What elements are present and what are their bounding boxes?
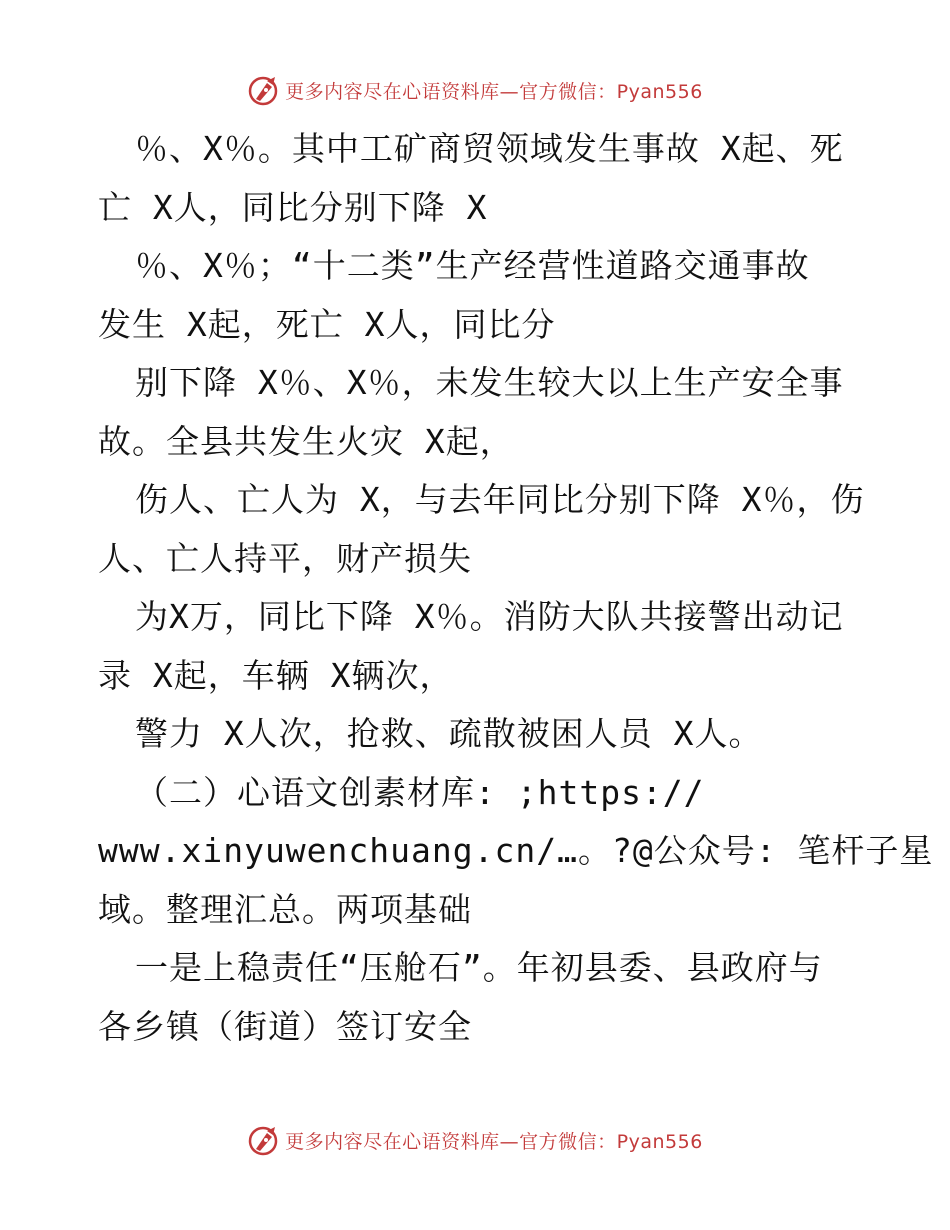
text-line: （二）心语文创素材库: ;https:// xyxy=(135,772,705,812)
watermark-text: 更多内容尽在心语资料库—官方微信：Pyan556 xyxy=(285,1130,703,1153)
text-line: 故。全县共发生火灾 X起， xyxy=(98,421,514,461)
text-line: 各乡镇（街道）签订安全 xyxy=(98,1006,472,1046)
text-line: 人、亡人持平，财产损失 xyxy=(98,538,472,578)
header-watermark xyxy=(0,70,950,110)
text-line: 为X万，同比下降 X％。消防大队共接警出动记 xyxy=(135,597,844,636)
pen-nib-logo-icon xyxy=(247,1123,281,1157)
watermark-text: 更多内容尽在心语资料库—官方微信：Pyan556 xyxy=(285,80,703,103)
text-line: ％、X％；“十二类”生产经营性道路交通事故 xyxy=(135,246,810,285)
pen-nib-logo-icon xyxy=(247,73,281,107)
footer-watermark xyxy=(0,1120,950,1160)
text-line: 别下降 X％、X％，未发生较大以上生产安全事 xyxy=(135,363,844,402)
document-body xyxy=(98,120,934,1056)
text-line: 录 X起，车辆 X辆次， xyxy=(98,655,454,695)
text-line: ％、X％。其中工矿商贸领域发生事故 X起、死 xyxy=(135,129,844,168)
text-line: 发生 X起，死亡 X人，同比分 xyxy=(98,304,556,344)
text-line: 一是上稳责任“压舱石”。年初县委、县政府与 xyxy=(135,948,823,987)
text-line: 伤人、亡人为 X，与去年同比分别下降 X％，伤 xyxy=(135,480,865,519)
text-line: 警力 X人次，抢救、疏散被困人员 X人。 xyxy=(135,714,763,753)
text-line: 域。整理汇总。两项基础 xyxy=(98,889,472,929)
text-line: www.xinyuwenchuang.cn/…。?@公众号: 笔杆子星 xyxy=(98,831,934,870)
text-line: 亡 X人，同比分别下降 X xyxy=(98,187,488,227)
